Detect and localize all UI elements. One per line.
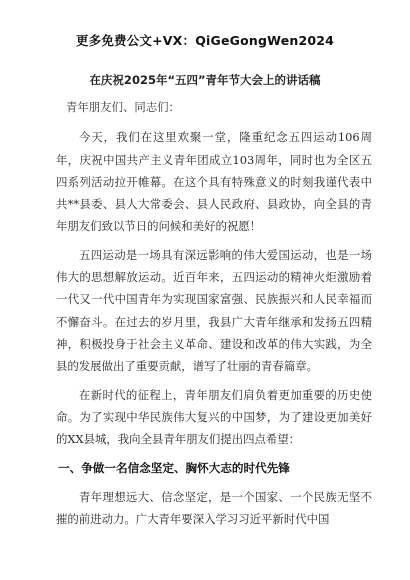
paragraph-1: 今天，我们在这里欢聚一堂，隆重纪念五四运动106周年，庆祝中国共产主义青年团成立103周年，同时也为全区五四系列活动拉开帷幕。在这个具有特殊意义的时刻我谨代表中共**县委、县人大常委会、县人民政府、县政协，向全县的青年朋友们致以节日的问候和美好的祝愿！	[56, 130, 372, 234]
section-heading: 一、争做一名信念坚定、胸怀大志的时代先锋	[58, 461, 290, 476]
promo-header: 更多免费公文+VX：QiGeGongWen2024	[75, 33, 335, 48]
paragraph-3: 在新时代的征程上，青年朋友们肩负着更加重要的历史使命。为了实现中华民族伟大复兴的中国梦，为了建设更加美好的XX县城，我向全县青年朋友们提出四点希望：	[56, 387, 372, 447]
section-paragraph: 青年理想远大、信念坚定，是一个国家、一个民族无坚不摧的前进动力。广大青年要深入学习习近平新时代中国	[56, 489, 372, 527]
document-body	[56, 96, 372, 530]
salutation: 青年朋友们、同志们：	[66, 100, 180, 114]
document-title: 在庆祝2025年“五四”青年节大会上的讲话稿	[89, 73, 321, 87]
paragraph-2: 五四运动是一场具有深远影响的伟大爱国运动，也是一场伟大的思想解放运动。近百年来，五四运动的精神火炬激励着一代又一代中国青年为实现国家富强、民族振兴和人民幸福而不懈奋斗。在过去的岁月里，我县广大青年继承和发扬五四精神，积极投身于社会主义革命、建设和改革的伟大实践，为全县的发展做出了重要贡献，谱写了壮丽的青春篇章。	[56, 247, 372, 374]
